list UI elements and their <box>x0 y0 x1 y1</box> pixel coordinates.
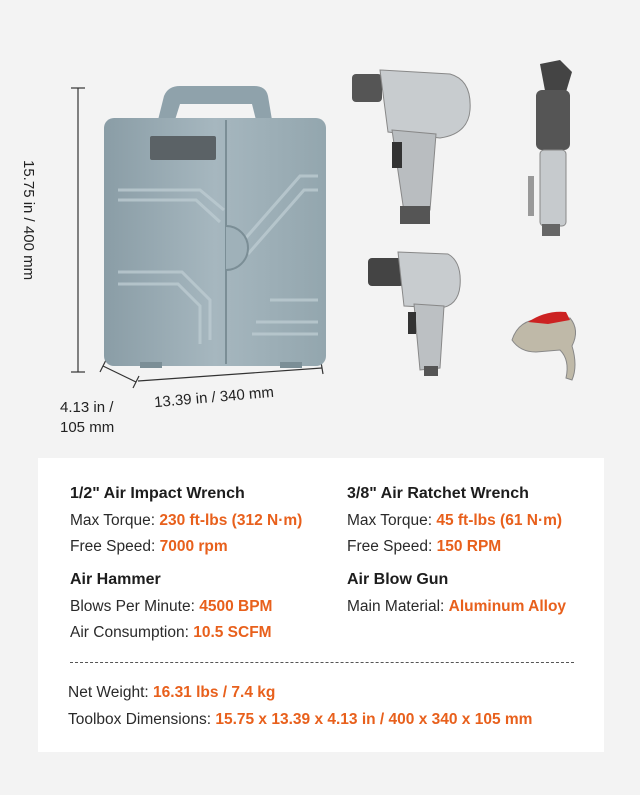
consumption-value: 10.5 SCFM <box>193 624 272 641</box>
toolbox-dimensions-label: Toolbox Dimensions: <box>68 711 216 728</box>
width-dimension-label: 13.39 in / 340 mm <box>153 383 275 412</box>
consumption-label: Air Consumption: <box>70 624 194 641</box>
speed-label: Free Speed: <box>70 538 160 555</box>
impact-wrench-title: 1/2" Air Impact Wrench <box>70 485 245 502</box>
air-blow-gun-image <box>512 312 576 380</box>
toolbox-dimensions-value: 15.75 x 13.39 x 4.13 in / 400 x 340 x 105 mm <box>215 711 533 728</box>
summary-specs <box>68 683 532 737</box>
ratchet-wrench-specs <box>347 484 617 563</box>
bpm-value: 4500 BPM <box>199 598 273 615</box>
net-weight-label: Net Weight: <box>68 684 154 701</box>
blow-gun-title: Air Blow Gun <box>347 571 449 588</box>
impact-wrench-image <box>352 70 470 224</box>
impact-wrench-torque <box>70 511 340 531</box>
blow-gun-specs <box>347 570 617 623</box>
ratchet-wrench-title: 3/8" Air Ratchet Wrench <box>347 485 529 502</box>
torque-label: Max Torque: <box>70 512 160 529</box>
air-hammer-bpm <box>70 597 340 617</box>
height-dimension-label: 15.75 in / 400 mm <box>20 160 37 281</box>
torque-value: 45 ft-lbs (61 N·m) <box>436 512 563 529</box>
air-hammer-specs <box>70 570 340 649</box>
material-label: Main Material: <box>347 598 449 615</box>
air-hammer-consumption <box>70 623 340 643</box>
net-weight <box>68 683 532 703</box>
ratchet-wrench-image <box>528 60 572 236</box>
blow-gun-material <box>347 597 617 617</box>
toolbox-dimensions <box>68 710 532 730</box>
torque-value: 230 ft-lbs (312 N·m) <box>159 512 303 529</box>
torque-label: Max Torque: <box>347 512 437 529</box>
dashed-divider <box>70 662 574 663</box>
speed-value: 7000 rpm <box>159 538 228 555</box>
air-hammer-image <box>368 252 460 376</box>
ratchet-wrench-torque <box>347 511 617 531</box>
impact-wrench-speed <box>70 537 340 557</box>
speed-label: Free Speed: <box>347 538 437 555</box>
speed-value: 150 RPM <box>436 538 502 555</box>
material-value: Aluminum Alloy <box>448 598 567 615</box>
spec-card <box>38 458 604 752</box>
air-hammer-title: Air Hammer <box>70 571 161 588</box>
impact-wrench-specs <box>70 484 340 563</box>
depth-dimension-label: 4.13 in / 105 mm <box>60 399 115 436</box>
bpm-label: Blows Per Minute: <box>70 598 200 615</box>
net-weight-value: 16.31 lbs / 7.4 kg <box>153 684 276 701</box>
ratchet-wrench-speed <box>347 537 617 557</box>
